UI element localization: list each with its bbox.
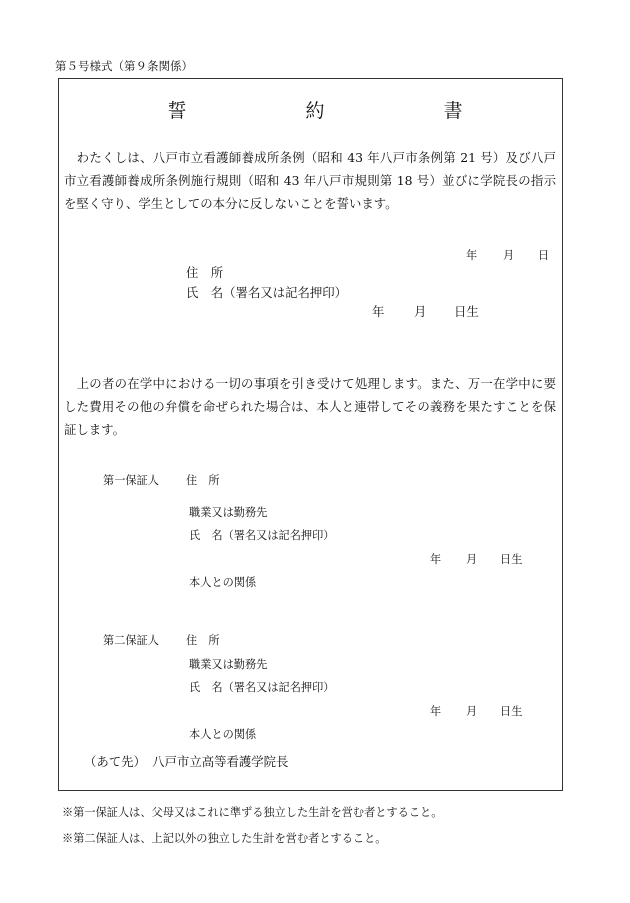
pledge-paragraph: わたくしは、八戸市立看護師養成所条例（昭和 43 年八戸市条例第 21 号）及び八戸市立看護師養成所条例施行規則（昭和 43 年八戸市規則第 18 号）並びに学院長の指示を堅く守り、学生としての本分に反しないことを誓います。 [64, 150, 556, 211]
guarantor1-relation-label: 本人との関係 [189, 576, 257, 589]
guarantor1-birth-year-label: 年 [430, 553, 442, 566]
guarantor2-birth-month-label: 月 [466, 705, 478, 718]
student-address-label: 住 所 [186, 265, 224, 280]
student-birth-day-label: 日生 [454, 304, 479, 319]
guarantor1-birth-day-label: 日生 [500, 553, 523, 566]
student-birth-year-label: 年 [372, 304, 385, 319]
note-guarantor2: ※第二保証人は、上記以外の独立した生計を営む者とすること。 [62, 832, 387, 845]
guarantor2-relation-label: 本人との関係 [189, 728, 257, 741]
form-number: 第５号様式（第９条関係） [55, 59, 193, 73]
guarantor1-address-label: 住 所 [186, 474, 220, 487]
date-year-label: 年 [466, 249, 478, 262]
guarantor2-heading: 第二保証人 [103, 634, 159, 647]
guarantor2-name-label: 氏 名（署名又は記名押印） [189, 681, 335, 694]
guarantor1-birth-month-label: 月 [466, 553, 478, 566]
guarantor2-birth-day-label: 日生 [500, 705, 523, 718]
guarantee-paragraph: 上の者の在学中における一切の事項を引き受けて処理します。また、万一在学中に要した費用その他の弁償を命ぜられた場合は、本人と連帯してその義務を果たすことを保証します。 [64, 376, 556, 437]
guarantor1-heading: 第一保証人 [103, 474, 159, 487]
guarantor2-birth-year-label: 年 [430, 705, 442, 718]
student-name-label: 氏 名（署名又は記名押印） [186, 285, 348, 300]
note-guarantor1: ※第一保証人は、父母又はこれに準ずる独立した生計を営む者とすること。 [62, 806, 443, 819]
guarantor2-occupation-label: 職業又は勤務先 [189, 658, 268, 671]
date-month-label: 月 [503, 249, 515, 262]
addressee: （あて先） 八戸市立高等看護学院長 [84, 754, 289, 769]
guarantor1-name-label: 氏 名（署名又は記名押印） [189, 529, 335, 542]
student-birth-month-label: 月 [414, 304, 427, 319]
document-title: 誓 約 書 [167, 100, 513, 122]
guarantor2-address-label: 住 所 [186, 634, 220, 647]
date-day-label: 日 [538, 249, 550, 262]
guarantor1-occupation-label: 職業又は勤務先 [189, 506, 268, 519]
